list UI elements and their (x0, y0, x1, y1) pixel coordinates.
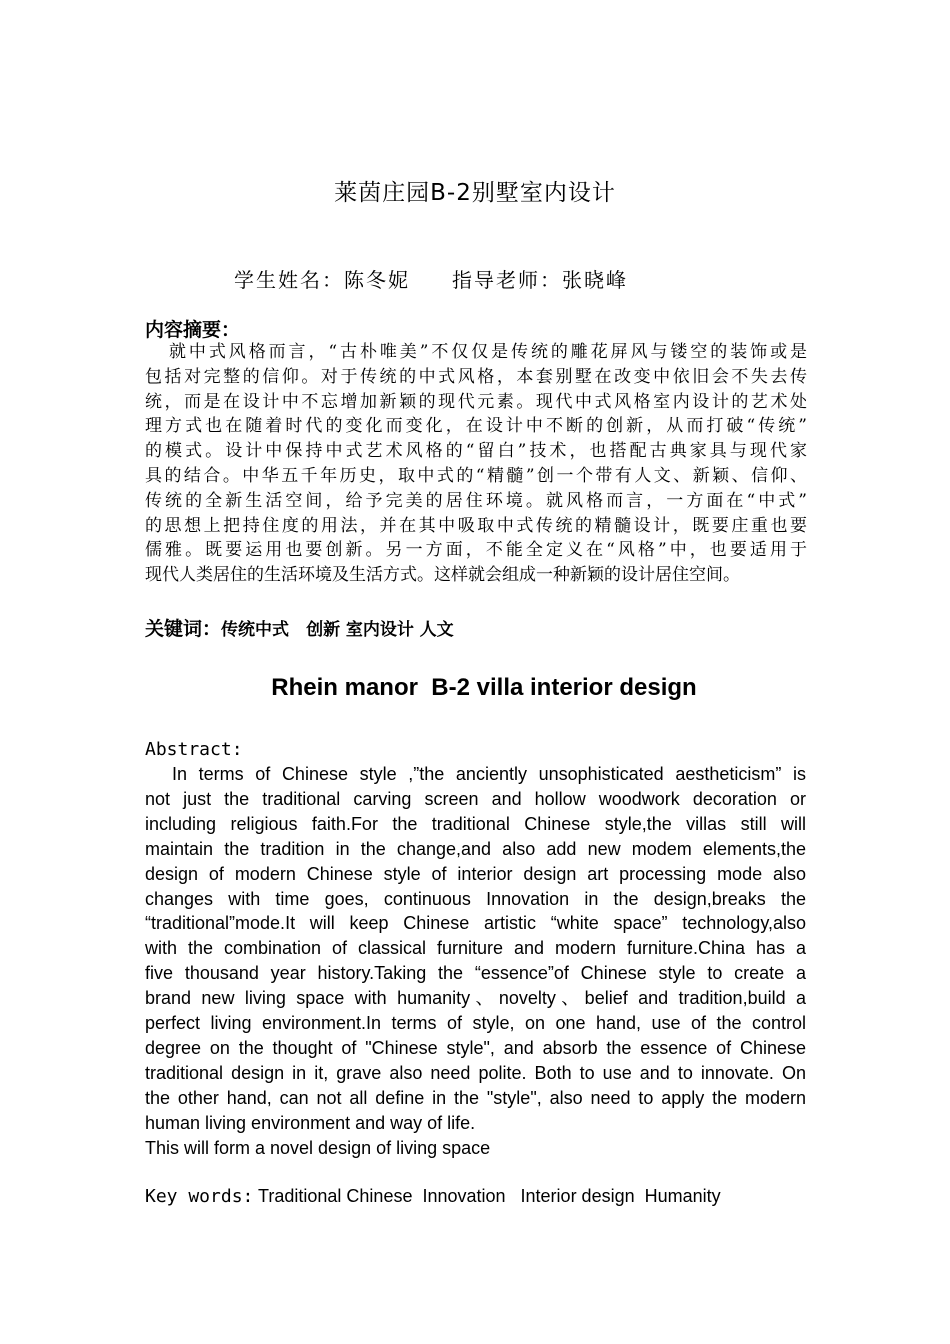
keyword: 室内设计 (345, 620, 414, 640)
chinese-abstract-line: 儒雅。既要运用也要创新。另一方面，不能全定义在“风格”中，也要适用于 (145, 540, 807, 561)
english-abstract-line: “traditional”mode.It will keep Chinese artistic “white space” technology,also (145, 913, 806, 934)
english-abstract-line: In terms of Chinese style ,”the anciently unsophisticated aestheticism” is (172, 764, 806, 784)
english-abstract-closing: This will form a novel design of living space (145, 1137, 491, 1158)
english-abstract-line: degree on the thought of "Chinese style", and absorb the essence of Chinese (145, 1037, 806, 1058)
keyword: 人文 (419, 620, 454, 640)
english-abstract-line: including religious faith.For the traditional Chinese style,the villas still will (145, 813, 806, 834)
student-name: 学生姓名：陈冬妮 (234, 268, 410, 292)
english-abstract-line: the other hand, can not all define in the "style", also need to apply the modern (145, 1087, 806, 1108)
chinese-keywords (145, 614, 454, 641)
chinese-abstract-line: 的思想上把持住度的用法，并在其中吸取中式传统的精髓设计，既要庄重也要 (145, 515, 807, 536)
chinese-abstract-line: 传统的全新生活空间，给予完美的居住环境。就风格而言，一方面在“中式” (145, 490, 807, 511)
english-abstract-line: with the combination of classical furniture and modern furniture.China has a (145, 938, 806, 959)
chinese-keywords-label: 关键词： (145, 618, 222, 640)
english-abstract-heading: Abstract: (145, 739, 243, 760)
english-keywords (145, 1186, 721, 1207)
byline (234, 264, 628, 293)
chinese-abstract-heading: 内容摘要： (145, 319, 241, 341)
keyword: 传统中式 (221, 620, 290, 640)
english-abstract-line: perfect living environment.In terms of style, on one hand, use of the control (145, 1013, 806, 1034)
english-abstract-line: brand new living space with humanity、novelty、belief and tradition,build a (145, 988, 806, 1009)
chinese-abstract-line: 包括对完整的信仰。对于传统的中式风格，本套别墅在改变中依旧会不失去传 (145, 366, 807, 387)
english-abstract-line: changes with time goes, continuous Innovation in the design,breaks the (145, 888, 806, 909)
chinese-abstract-body (145, 340, 807, 588)
english-keywords-label: Key words: (145, 1186, 254, 1207)
english-abstract-line: five thousand year history.Taking the “essence”of Chinese style to create a (145, 963, 806, 984)
chinese-abstract-line: 的模式。设计中保持中式艺术风格的“留白”技术，也搭配古典家具与现代家 (145, 441, 807, 462)
english-abstract-body (145, 762, 806, 1161)
chinese-abstract-line: 理方式也在随着时代的变化而变化，在设计中不断的创新，从而打破“传统” (145, 416, 807, 437)
english-title: Rhein manor B-2 villa interior design (271, 674, 697, 701)
chinese-abstract-line: 统，而是在设计中不忘增加新颖的现代元素。现代中式风格室内设计的艺术处 (145, 391, 807, 412)
english-abstract-line: not just the traditional carving screen and hollow woodwork decoration or (145, 788, 806, 809)
english-abstract-line: traditional design in it, grave also need polite. Both to use and to innovate. On (145, 1062, 806, 1083)
english-abstract-line: maintain the tradition in the change,and also add new modem elements,the (145, 838, 806, 859)
keyword: 创新 (306, 620, 341, 640)
chinese-abstract-line: 现代人类居住的生活环境及生活方式。这样就会组成一种新颖的设计居住空间。 (145, 565, 740, 586)
chinese-abstract-line: 具的结合。中华五千年历史，取中式的“精髓”创一个带有人文、新颖、信仰、 (145, 465, 807, 486)
chinese-title: 莱茵庄园B-2别墅室内设计 (334, 180, 616, 206)
english-abstract-line: design of modern Chinese style of interior design art processing mode also (145, 863, 806, 884)
english-keywords-text: Traditional Chinese Innovation Interior design Humanity (253, 1186, 721, 1206)
chinese-abstract-line: 就中式风格而言，“古朴唯美”不仅仅是传统的雕花屏风与镂空的装饰或是 (169, 342, 807, 362)
advisor-name: 指导老师：张晓峰 (452, 268, 628, 292)
english-abstract-line: human living environment and way of life. (145, 1112, 476, 1133)
